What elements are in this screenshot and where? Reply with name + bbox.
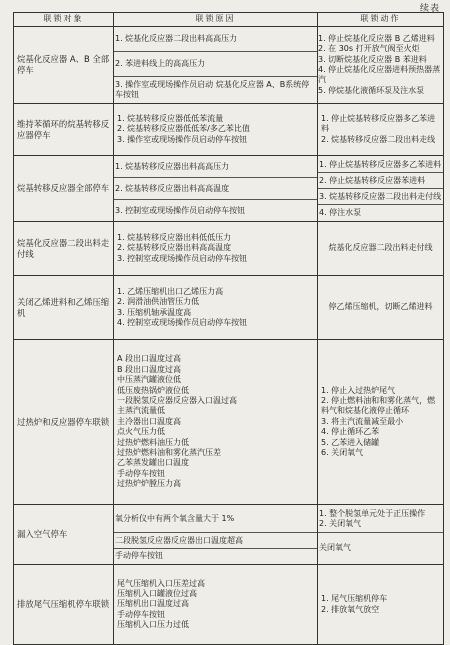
action-item: 烷基化反应器二段出料走付线 xyxy=(328,243,433,253)
column-header-action: 联锁动作 xyxy=(318,13,444,27)
interlock-actions xyxy=(318,156,444,222)
interlock-actions xyxy=(318,340,444,505)
action-item: 关闭氧气 xyxy=(319,543,351,552)
cause-item: B 段出口温度过高 xyxy=(117,364,182,374)
action-item: 5. 乙苯进入储罐 xyxy=(321,437,380,447)
cause-item: 手动停车按钮 xyxy=(117,609,165,619)
interlock-causes xyxy=(114,222,318,276)
cause-item: 2. 烷基转移反应器出料高高温度 xyxy=(115,183,230,193)
table-row xyxy=(14,104,444,156)
cause-item: 1. 烷基化反应器二段出料高高压力 xyxy=(115,34,238,43)
interlock-object: 排放尾气压缩机停车联锁 xyxy=(14,565,114,645)
cause-item: 2. 苯进料线上的高高压力 xyxy=(115,59,206,68)
table-row xyxy=(14,156,444,222)
action-item: 4. 停止循环乙苯 xyxy=(321,427,380,437)
table-row xyxy=(14,276,444,340)
interlock-object: 漏入空气停车 xyxy=(14,505,114,565)
interlock-causes xyxy=(114,156,318,222)
action-item: 2. 在 30s 打开放气阀至火炬 xyxy=(318,44,420,54)
interlock-actions xyxy=(318,276,444,340)
interlock-object: 烷基化反应器二段出料走付线 xyxy=(14,222,114,276)
cause-item: 3. 控制室或现场操作员启动停车按钮 xyxy=(117,253,248,263)
page-top-strip xyxy=(0,0,450,12)
interlock-causes xyxy=(114,505,318,565)
column-header-cause: 联锁原因 xyxy=(114,13,318,27)
interlock-actions xyxy=(318,565,444,645)
cause-item: 压缩机入口罐液位过高 xyxy=(117,588,197,598)
interlock-causes xyxy=(114,340,318,505)
cause-item: 3. 控制室或现场操作员启动停车按钮 xyxy=(115,205,246,215)
action-item: 1. 整个脱氢单元处于正压操作 xyxy=(319,509,426,518)
table-row xyxy=(14,27,444,104)
action-item: 1. 停止烷基转移反应器多乙苯进料 xyxy=(319,159,442,169)
cause-item: 3. 操作室或现场操作员启动 烷基化反应器 A、B系统停车按钮 xyxy=(115,80,310,99)
action-item: 2. 烷基转移反应器二段出料走线 xyxy=(321,134,436,144)
interlock-actions xyxy=(318,27,444,104)
cause-item: 2. 烷基转移反应器出料高高温度 xyxy=(117,243,232,253)
interlock-object: 过热炉和反应器停车联锁 xyxy=(14,340,114,505)
interlock-causes xyxy=(114,27,318,104)
table-header-row xyxy=(14,13,444,27)
action-item: 2. 停止燃料油和和雾化蒸气，燃料气和烷基化液停止循环 xyxy=(321,396,436,416)
table-row xyxy=(14,565,444,645)
continued-label: 续表 xyxy=(419,4,440,14)
interlock-object: 关闭乙烯进料和乙烯压缩机 xyxy=(14,276,114,340)
action-item: 停乙烯压缩机，切断乙烯进料 xyxy=(328,302,433,312)
interlock-causes xyxy=(114,565,318,645)
action-item: 3. 切断烷基化反应器 B 苯进料 xyxy=(318,54,427,64)
action-item: 3. 将主汽流量减至最小 xyxy=(321,416,404,426)
cause-item: 中压蒸汽罐液位低 xyxy=(117,375,181,385)
cause-item: 一段脱氢反应器反应器入口温过高 xyxy=(117,396,237,406)
cause-item: 过热炉燃料油和雾化蒸汽压差 xyxy=(117,447,221,457)
cause-item: 二段脱氢反应器反应器出口温度超高 xyxy=(115,535,243,545)
cause-item: 过热炉炉膛压力高 xyxy=(117,479,181,489)
cause-item: 乙苯蒸发罐出口温度 xyxy=(117,458,189,468)
action-item: 4. 停止烷基化反应器进料预热器蒸汽 xyxy=(318,65,441,85)
table-row xyxy=(14,340,444,505)
cause-item: 尾气压缩机入口压差过高 xyxy=(117,578,205,588)
action-item: 1. 停止入过热炉尾气 xyxy=(321,385,396,395)
cause-item: 过热炉燃料油压力低 xyxy=(117,437,189,447)
action-item: 2. 停止烷基转移反应器苯进料 xyxy=(319,175,426,185)
action-item: 5. 停烷基化液循环泵及注水泵 xyxy=(318,85,425,95)
interlock-causes xyxy=(114,104,318,156)
table-row xyxy=(14,505,444,565)
interlock-causes xyxy=(114,276,318,340)
cause-item: 低压废热锅炉液位低 xyxy=(117,385,189,395)
cause-item: 主蒸汽流量低 xyxy=(117,406,165,416)
cause-item: 2. 润滑油供油管压力低 xyxy=(117,297,200,307)
cause-item: A 段出口温度过高 xyxy=(117,354,182,364)
action-item: 6. 关闭氧气 xyxy=(321,447,364,457)
cause-item: 1. 烷基转移反应器出料高高压力 xyxy=(115,161,230,171)
action-item: 1. 停止烷基转移反应器多乙苯进料 xyxy=(321,113,436,134)
cause-item: 压缩机出口温度过高 xyxy=(117,599,189,609)
interlock-object: 维持苯循环的烷基转移反应器停车 xyxy=(14,104,114,156)
column-header-object: 联锁对象 xyxy=(14,13,114,27)
action-item: 2. 排放氧气放空 xyxy=(321,604,380,614)
action-item: 4. 停注水泵 xyxy=(319,207,362,217)
cause-item: 手动停车按钮 xyxy=(117,468,165,478)
interlock-actions xyxy=(318,222,444,276)
cause-item: 3. 操作室或现场操作员启动停车按钮 xyxy=(117,134,248,144)
cause-item: 压缩机入口压力过低 xyxy=(117,620,189,630)
interlock-object: 烷基转移反应器全部停车 xyxy=(14,156,114,222)
action-item: 1. 停止烷基化反应器 B 乙烯进料 xyxy=(318,33,435,43)
cause-item: 1. 烷基转移反应器低低苯流量 xyxy=(117,113,224,123)
interlock-actions xyxy=(318,505,444,565)
interlock-object: 烷基化反应器 A、B 全部停车 xyxy=(14,27,114,104)
action-item: 1. 尾气压缩机停车 xyxy=(321,594,388,604)
cause-item: 主冷器出口温度高 xyxy=(117,416,181,426)
action-item: 2. 关闭氧气 xyxy=(319,519,362,528)
cause-item: 手动停车按钮 xyxy=(115,551,163,560)
cause-item: 氧分析仪中有两个氧含量大于 1% xyxy=(115,514,235,523)
action-item: 3. 烷基转移反应器二段出料走付线 xyxy=(319,191,442,201)
cause-item: 3. 压缩机轴承温度高 xyxy=(117,307,192,317)
cause-item: 1. 乙烯压缩机出口乙烯压力高 xyxy=(117,286,224,296)
interlock-table xyxy=(13,12,444,645)
cause-item: 点火气压力低 xyxy=(117,427,165,437)
cause-item: 1. 烷基转移反应器出料低低压力 xyxy=(117,232,232,242)
table-row xyxy=(14,222,444,276)
cause-item: 4. 控制室或现场操作员启动停车按钮 xyxy=(117,317,248,327)
interlock-actions xyxy=(318,104,444,156)
cause-item: 2. 烷基转移反应器低低苯/多乙苯比值 xyxy=(117,124,250,134)
